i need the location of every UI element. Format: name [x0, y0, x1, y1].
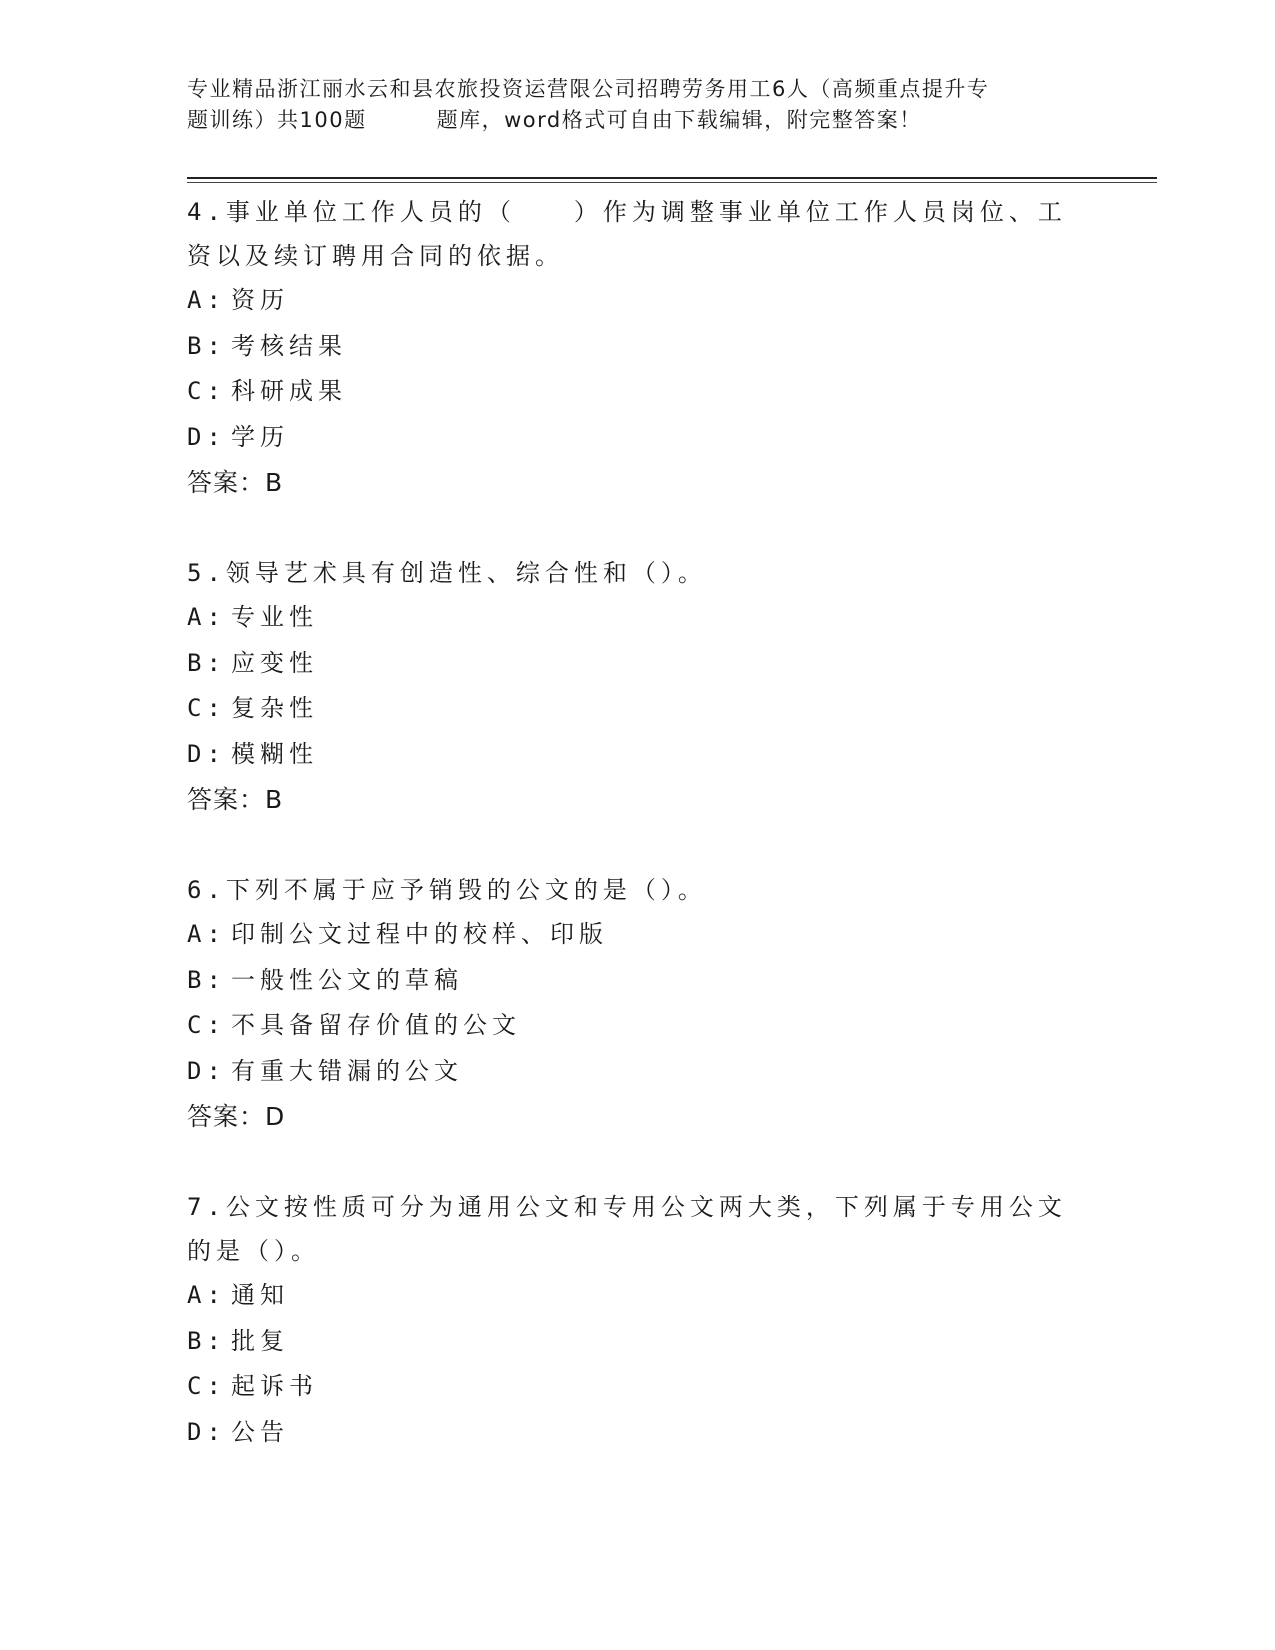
option-key: A:	[187, 286, 226, 314]
option-key: C:	[187, 694, 226, 722]
option-key: C:	[187, 1372, 226, 1400]
option-text: 科研成果	[231, 377, 347, 405]
header-line-2-right: 题库，word格式可自由下载编辑，附完整答案！	[436, 108, 922, 132]
option-b	[187, 1319, 1087, 1365]
option-text: 印制公文过程中的校样、印版	[231, 920, 608, 948]
option-text: 应变性	[231, 648, 318, 677]
option-text: 专业性	[231, 603, 318, 631]
option-text: 模糊性	[231, 739, 318, 768]
question-7	[187, 1185, 1087, 1455]
option-text: 起诉书	[231, 1372, 318, 1400]
option-text: 考核结果	[231, 331, 347, 360]
option-text: 批复	[231, 1326, 289, 1355]
option-key: C:	[187, 377, 226, 405]
option-c	[187, 686, 1087, 732]
question-stem-line: 6.下列不属于应予销毁的公文的是（）。	[187, 876, 707, 904]
question-stem-line: 5.领导艺术具有创造性、综合性和（）。	[187, 559, 707, 587]
header-line-1: 专业精品浙江丽水云和县农旅投资运营限公司招聘劳务用工6人（高频重点提升专	[187, 77, 990, 101]
option-d	[187, 1410, 1087, 1456]
option-key: D:	[187, 1417, 226, 1446]
header-divider-thin	[187, 182, 1157, 183]
option-text: 一般性公文的草稿	[231, 965, 463, 994]
option-b	[187, 324, 1087, 370]
option-key: D:	[187, 739, 226, 768]
option-text: 有重大错漏的公文	[231, 1056, 463, 1085]
answer-line: 答案：B	[187, 468, 284, 497]
header-divider-thick	[187, 177, 1157, 179]
option-key: B:	[187, 1326, 226, 1355]
option-key: B:	[187, 965, 226, 994]
option-b	[187, 641, 1087, 687]
option-text: 公告	[231, 1417, 289, 1446]
option-key: C:	[187, 1011, 226, 1039]
option-c	[187, 1003, 1087, 1049]
option-d	[187, 732, 1087, 778]
question-list	[187, 190, 1087, 1501]
question-4	[187, 190, 1087, 505]
option-key: D:	[187, 422, 226, 451]
question-stem-line: 4.事业单位工作人员的（ ）作为调整事业单位工作人员岗位、工	[187, 198, 1067, 226]
option-a	[187, 595, 1087, 641]
option-key: B:	[187, 331, 226, 360]
option-text: 资历	[231, 286, 289, 314]
option-key: B:	[187, 648, 226, 677]
answer-line: 答案：B	[187, 785, 284, 814]
option-text: 通知	[231, 1281, 289, 1309]
question-6	[187, 868, 1087, 1139]
option-d	[187, 1049, 1087, 1095]
option-b	[187, 958, 1087, 1004]
option-text: 不具备留存价值的公文	[231, 1011, 521, 1039]
option-a	[187, 1273, 1087, 1319]
option-key: A:	[187, 603, 226, 631]
question-stem-line: 7.公文按性质可分为通用公文和专用公文两大类，下列属于专用公文	[187, 1193, 1067, 1221]
question-5	[187, 551, 1087, 822]
option-d	[187, 415, 1087, 461]
option-key: D:	[187, 1056, 226, 1085]
option-key: A:	[187, 920, 226, 948]
option-c	[187, 369, 1087, 415]
header-line-2-left: 题训练）共100题	[187, 108, 367, 132]
option-a	[187, 278, 1087, 324]
option-a	[187, 912, 1087, 958]
option-c	[187, 1364, 1087, 1410]
document-header	[187, 74, 1087, 136]
option-key: A:	[187, 1281, 226, 1309]
question-stem-line: 的是（）。	[187, 1237, 320, 1265]
option-text: 复杂性	[231, 694, 318, 722]
answer-line: 答案：D	[187, 1102, 286, 1131]
option-text: 学历	[231, 422, 289, 451]
header-line-2	[187, 105, 1087, 136]
question-stem-line: 资以及续订聘用合同的依据。	[187, 242, 564, 270]
